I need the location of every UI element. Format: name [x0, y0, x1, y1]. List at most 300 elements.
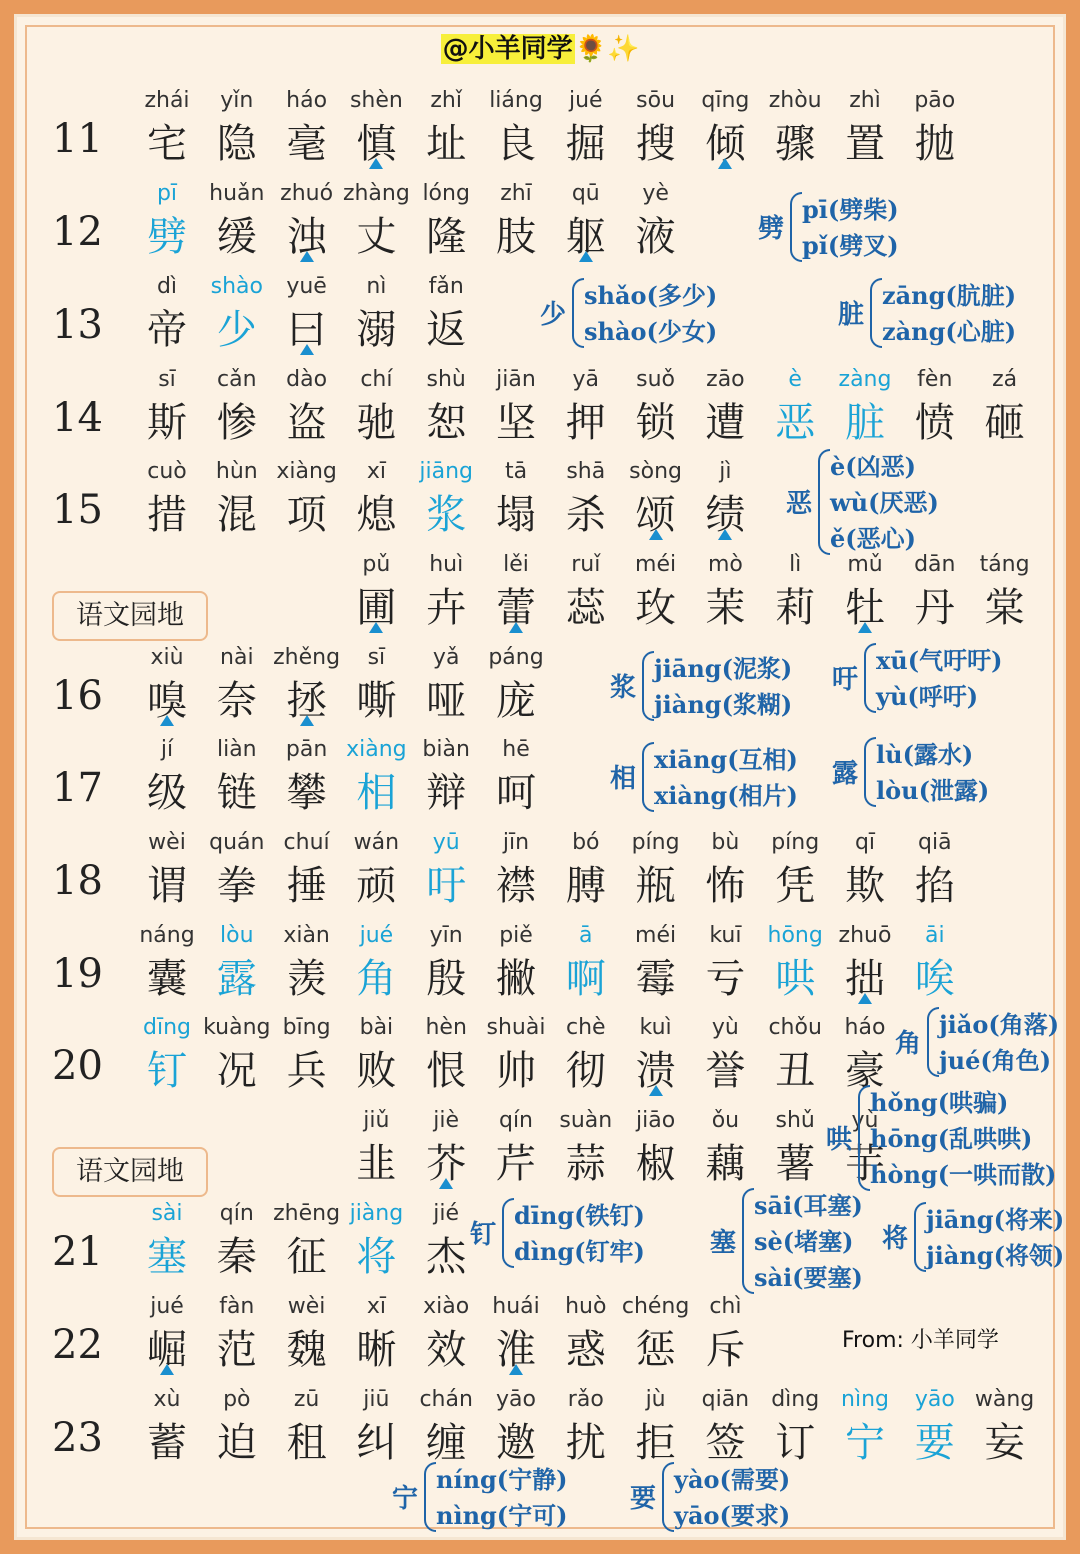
hanzi-character: 范: [216, 1327, 257, 1373]
pinyin-label: sòng: [629, 459, 683, 484]
note-character: 角: [895, 1029, 922, 1059]
pinyin-label: ruǐ: [571, 552, 601, 577]
pinyin-label: méi: [635, 552, 677, 577]
hanzi-character: 恨: [426, 1048, 467, 1094]
hanzi-character: 芹: [496, 1141, 536, 1187]
pinyin-label: āi: [925, 923, 945, 948]
pinyin-label: xiù: [150, 645, 184, 670]
pinyin-label: è: [788, 367, 802, 392]
stroke-mark-icon: [718, 529, 732, 540]
stroke-mark-icon: [160, 715, 174, 726]
pinyin-label: jí: [160, 737, 174, 762]
pinyin-label: wàng: [974, 1387, 1035, 1412]
stroke-mark-icon: [509, 1364, 523, 1375]
note-character: 相: [610, 764, 637, 794]
hanzi-character: 殷: [426, 956, 467, 1002]
pinyin-label: háo: [844, 1015, 886, 1040]
note-character: 劈: [758, 214, 785, 244]
pinyin-label: yè: [642, 181, 669, 206]
pinyin-label: chuí: [283, 830, 330, 855]
note-reading: ě(恶心): [830, 524, 916, 553]
pinyin-label: qīng: [701, 88, 750, 113]
pinyin-label: méi: [635, 923, 677, 948]
pinyin-label: jiàng: [349, 1201, 404, 1226]
pinyin-label: rǎo: [567, 1387, 604, 1412]
note-reading: è(凶恶): [830, 452, 916, 481]
stroke-mark-icon: [300, 715, 314, 726]
hanzi-character: 豪: [845, 1048, 885, 1094]
note-reading: sāi(耳塞): [754, 1191, 863, 1220]
hanzi-character: 溺: [356, 307, 397, 353]
brace-icon: [572, 278, 584, 348]
pinyin-label: zhǐ: [430, 88, 462, 113]
pinyin-label: dì: [156, 274, 178, 299]
pinyin-label: chè: [566, 1015, 606, 1040]
author-handle: @小羊同学: [442, 34, 573, 64]
hanzi-character: 级: [147, 770, 187, 816]
brace-icon: [870, 278, 882, 348]
pinyin-label: mò: [707, 552, 743, 577]
hanzi-character: 租: [286, 1420, 327, 1466]
stroke-mark-icon: [300, 251, 314, 262]
note-character: 宁: [392, 1484, 419, 1514]
note-reading: zāng(肮脏): [882, 281, 1017, 310]
lesson-number: 23: [52, 1415, 103, 1461]
hanzi-character: 蓄: [147, 1420, 187, 1466]
pinyin-label: zhì: [849, 88, 881, 113]
brace-icon: [864, 737, 876, 807]
pinyin-label: yù: [851, 1108, 879, 1133]
hanzi-character: 棠: [984, 585, 1025, 631]
footer-credit: From: 小羊同学: [842, 1328, 999, 1353]
hanzi-character: 角: [356, 956, 397, 1002]
note-reading: pī(劈柴): [802, 195, 899, 224]
pinyin-label: kuī: [709, 923, 742, 948]
pinyin-label: píng: [771, 830, 820, 855]
pinyin-label: nìng: [841, 1387, 889, 1412]
hanzi-character: 恶: [775, 400, 816, 446]
hanzi-character: 辩: [426, 770, 467, 816]
pinyin-label: yāo: [914, 1387, 955, 1412]
pinyin-label: hèn: [425, 1015, 467, 1040]
pinyin-label: zū: [293, 1387, 320, 1412]
hanzi-character: 缠: [426, 1420, 467, 1466]
pinyin-label: bīng: [282, 1015, 331, 1040]
note-character: 要: [630, 1484, 657, 1514]
pinyin-label: ǒu: [711, 1108, 740, 1133]
hanzi-character: 斯: [147, 400, 187, 446]
note-reading: yào(需要): [674, 1465, 791, 1494]
hanzi-character: 邀: [496, 1420, 536, 1466]
lesson-number: 14: [52, 395, 103, 441]
hanzi-character: 呵: [496, 770, 536, 816]
pinyin-label: wán: [353, 830, 400, 855]
pinyin-label: pò: [223, 1387, 251, 1412]
pinyin-label: dān: [914, 552, 956, 577]
hanzi-character: 惨: [216, 400, 257, 446]
hanzi-character: 亏: [705, 956, 746, 1002]
lesson-number: 15: [52, 487, 103, 533]
hanzi-character: 撇: [496, 956, 536, 1002]
pinyin-label: jì: [719, 459, 732, 484]
note-character: 恶: [786, 489, 813, 519]
lesson-number: 12: [52, 209, 103, 255]
hanzi-character: 搜: [635, 121, 676, 167]
brace-icon: [927, 1007, 939, 1077]
hanzi-character: 要: [914, 1420, 955, 1466]
pinyin-label: píng: [631, 830, 680, 855]
stroke-mark-icon: [649, 529, 663, 540]
note-reading: dīng(铁钉): [514, 1201, 645, 1230]
hanzi-character: 液: [635, 214, 676, 260]
hanzi-character: 溃: [635, 1048, 676, 1094]
pinyin-label: yuē: [286, 274, 327, 299]
hanzi-character: 唉: [914, 956, 955, 1002]
pinyin-label: lóng: [422, 181, 470, 206]
pinyin-label: zhái: [144, 88, 190, 113]
pinyin-label: dìng: [771, 1387, 820, 1412]
note-reading: jiāng(泥浆): [654, 654, 793, 683]
pinyin-label: liáng: [489, 88, 543, 113]
pinyin-label: nì: [366, 274, 387, 299]
hanzi-character: 捶: [286, 863, 327, 909]
hanzi-character: 惩: [635, 1327, 676, 1373]
hanzi-character: 嘶: [356, 678, 397, 724]
pinyin-label: zhàng: [342, 181, 410, 206]
hanzi-character: 肢: [496, 214, 536, 260]
lesson-number: 20: [52, 1043, 103, 1089]
pinyin-label: piě: [499, 923, 533, 948]
hanzi-character: 惑: [565, 1327, 606, 1373]
hanzi-character: 浆: [426, 492, 467, 538]
hanzi-character: 抛: [914, 121, 955, 167]
pinyin-label: zhòu: [768, 88, 822, 113]
brace-icon: [424, 1462, 436, 1532]
brace-icon: [662, 1462, 674, 1532]
hanzi-character: 返: [426, 307, 467, 353]
note-reading: lòu(泄露): [876, 776, 990, 805]
brace-icon: [642, 651, 654, 721]
pinyin-label: xù: [153, 1387, 181, 1412]
hanzi-character: 丑: [775, 1048, 816, 1094]
stroke-mark-icon: [649, 1085, 663, 1096]
note-reading: sè(堵塞): [754, 1227, 854, 1256]
section-badge: 语文园地: [52, 591, 208, 641]
hanzi-character: 宁: [845, 1420, 885, 1466]
hanzi-character: 扰: [565, 1420, 606, 1466]
hanzi-character: 盗: [286, 400, 327, 446]
pinyin-label: jù: [645, 1387, 666, 1412]
pinyin-label: bài: [359, 1015, 394, 1040]
hanzi-character: 效: [426, 1327, 467, 1373]
hanzi-character: 哑: [426, 678, 467, 724]
hanzi-character: 杀: [565, 492, 606, 538]
pinyin-label: sī: [367, 645, 386, 670]
pinyin-label: chì: [709, 1294, 742, 1319]
hanzi-character: 塞: [147, 1234, 187, 1280]
note-character: 钉: [470, 1220, 497, 1250]
hanzi-character: 顽: [356, 863, 397, 909]
hanzi-character: 倾: [705, 121, 746, 167]
hanzi-character: 魏: [286, 1327, 327, 1373]
pinyin-label: qín: [219, 1201, 254, 1226]
pinyin-label: zhěng: [273, 645, 341, 670]
hanzi-character: 隐: [216, 121, 257, 167]
stroke-mark-icon: [579, 251, 593, 262]
hanzi-character: 蕊: [565, 585, 606, 631]
hanzi-character: 牡: [845, 585, 885, 631]
pinyin-label: zàng: [838, 367, 892, 392]
pinyin-label: pǔ: [362, 552, 391, 577]
stroke-mark-icon: [858, 993, 872, 1004]
pinyin-label: fǎn: [428, 274, 464, 299]
lesson-number: 21: [52, 1229, 103, 1275]
pinyin-label: jiān: [496, 367, 536, 392]
hanzi-character: 庞: [496, 678, 536, 724]
pinyin-label: chí: [360, 367, 393, 392]
note-reading: xiāng(互相): [654, 745, 798, 774]
hanzi-character: 崛: [147, 1327, 187, 1373]
note-reading: wù(厌恶): [830, 488, 939, 517]
hanzi-character: 霉: [635, 956, 676, 1002]
hanzi-character: 奈: [216, 678, 257, 724]
hanzi-character: 椒: [635, 1141, 676, 1187]
hanzi-character: 妄: [984, 1420, 1025, 1466]
pinyin-label: wèi: [287, 1294, 326, 1319]
hanzi-character: 遭: [705, 400, 746, 446]
pinyin-label: shào: [210, 274, 263, 299]
note-reading: hòng(一哄而散): [870, 1160, 1057, 1189]
hanzi-character: 羡: [286, 956, 327, 1002]
pinyin-label: lěi: [503, 552, 529, 577]
hanzi-character: 将: [356, 1234, 397, 1280]
pinyin-label: qiān: [701, 1387, 750, 1412]
hanzi-character: 置: [845, 121, 885, 167]
pinyin-label: táng: [979, 552, 1030, 577]
lesson-number: 19: [52, 951, 103, 997]
pinyin-label: hùn: [215, 459, 258, 484]
stroke-mark-icon: [300, 344, 314, 355]
hanzi-character: 良: [496, 121, 536, 167]
lesson-number: 17: [52, 765, 103, 811]
hanzi-character: 露: [216, 956, 257, 1002]
hanzi-character: 拒: [635, 1420, 676, 1466]
pinyin-label: nài: [220, 645, 254, 670]
hanzi-character: 坚: [496, 400, 536, 446]
pinyin-label: fàn: [219, 1294, 255, 1319]
pinyin-label: shèn: [349, 88, 403, 113]
hanzi-character: 卉: [426, 585, 467, 631]
hanzi-character: 曰: [286, 307, 327, 353]
hanzi-character: 混: [216, 492, 257, 538]
hanzi-character: 啊: [565, 956, 606, 1002]
hanzi-character: 晰: [356, 1327, 397, 1373]
hanzi-character: 掐: [914, 863, 955, 909]
pinyin-label: zhēng: [273, 1201, 341, 1226]
header-emoji: 🌻✨: [574, 34, 640, 64]
hanzi-character: 斥: [705, 1327, 746, 1373]
pinyin-label: jiāng: [419, 459, 473, 484]
pinyin-label: jīn: [502, 830, 530, 855]
pinyin-label: cuò: [147, 459, 187, 484]
pinyin-label: lì: [789, 552, 802, 577]
hanzi-character: 隆: [426, 214, 467, 260]
pinyin-label: dào: [286, 367, 328, 392]
lesson-number: 22: [52, 1322, 103, 1368]
note-character: 将: [882, 1224, 909, 1254]
pinyin-label: yū: [432, 830, 460, 855]
note-reading: jiàng(浆糊): [654, 690, 793, 719]
pinyin-label: xiàng: [346, 737, 407, 762]
pinyin-label: shù: [426, 367, 466, 392]
pinyin-label: bó: [572, 830, 600, 855]
lesson-number: 11: [52, 116, 103, 162]
pinyin-label: yù: [711, 1015, 739, 1040]
pinyin-label: jiū: [363, 1387, 390, 1412]
hanzi-character: 链: [216, 770, 257, 816]
hanzi-character: 宅: [147, 121, 187, 167]
stroke-mark-icon: [858, 622, 872, 633]
brace-icon: [818, 449, 830, 555]
hanzi-character: 躯: [565, 214, 606, 260]
hanzi-character: 谓: [147, 863, 187, 909]
page-header: [0, 28, 1080, 65]
note-character: 脏: [838, 300, 865, 330]
pinyin-label: shuài: [486, 1015, 546, 1040]
brace-icon: [642, 742, 654, 812]
hanzi-character: 塌: [496, 492, 536, 538]
hanzi-character: 砸: [984, 400, 1025, 446]
pinyin-label: páng: [488, 645, 544, 670]
hanzi-character: 攀: [286, 770, 327, 816]
pinyin-label: huì: [429, 552, 464, 577]
hanzi-character: 愤: [914, 400, 955, 446]
hanzi-character: 拯: [286, 678, 327, 724]
pinyin-label: zāo: [706, 367, 745, 392]
brace-icon: [742, 1188, 754, 1294]
stroke-mark-icon: [718, 158, 732, 169]
pinyin-label: fèn: [917, 367, 953, 392]
pinyin-label: xiào: [423, 1294, 470, 1319]
hanzi-character: 掘: [565, 121, 606, 167]
hanzi-character: 兵: [286, 1048, 327, 1094]
hanzi-character: 址: [426, 121, 467, 167]
pinyin-label: náng: [139, 923, 195, 948]
pinyin-label: zá: [992, 367, 1018, 392]
pinyin-label: cǎn: [217, 367, 257, 392]
note-reading: yù(呼吁): [876, 682, 979, 711]
note-reading: nìng(宁可): [436, 1501, 568, 1530]
pinyin-label: yǐn: [220, 88, 254, 113]
pinyin-label: hē: [502, 737, 530, 762]
hanzi-character: 慎: [356, 121, 397, 167]
stroke-mark-icon: [369, 158, 383, 169]
pinyin-label: sī: [158, 367, 176, 392]
pinyin-label: qiā: [918, 830, 952, 855]
hanzi-character: 帝: [147, 307, 187, 353]
note-reading: shǎo(多少): [584, 281, 718, 310]
note-reading: jiāng(将来): [926, 1205, 1065, 1234]
hanzi-character: 圃: [356, 585, 397, 631]
note-character: 吁: [832, 665, 859, 695]
pinyin-label: xiàng: [276, 459, 337, 484]
lesson-number: 18: [52, 858, 103, 904]
pinyin-label: jué: [569, 88, 603, 113]
hanzi-character: 征: [286, 1234, 327, 1280]
pinyin-label: pān: [285, 737, 328, 762]
pinyin-label: biàn: [422, 737, 470, 762]
note-reading: pǐ(劈叉): [802, 231, 899, 260]
hanzi-character: 败: [356, 1048, 397, 1094]
hanzi-character: 纠: [356, 1420, 397, 1466]
note-reading: xiàng(相片): [654, 781, 798, 810]
hanzi-character: 秦: [216, 1234, 257, 1280]
pinyin-label: dīng: [143, 1015, 191, 1040]
stroke-mark-icon: [509, 622, 523, 633]
stroke-mark-icon: [369, 622, 383, 633]
brace-icon: [864, 643, 876, 713]
hanzi-character: 襟: [496, 863, 536, 909]
hanzi-character: 膊: [565, 863, 606, 909]
hanzi-character: 措: [147, 492, 187, 538]
hanzi-character: 嗅: [147, 678, 187, 724]
hanzi-character: 熄: [356, 492, 397, 538]
note-reading: hǒng(哄骗): [870, 1088, 1009, 1117]
stroke-mark-icon: [439, 1178, 453, 1189]
pinyin-label: mǔ: [847, 552, 883, 577]
pinyin-label: yīn: [429, 923, 463, 948]
hanzi-character: 颂: [635, 492, 676, 538]
pinyin-label: sài: [151, 1201, 183, 1226]
hanzi-character: 茉: [705, 585, 746, 631]
hanzi-character: 毫: [286, 121, 327, 167]
hanzi-character: 玫: [635, 585, 676, 631]
hanzi-character: 蒜: [565, 1141, 606, 1187]
hanzi-character: 锁: [635, 400, 676, 446]
note-reading: shào(少女): [584, 317, 718, 346]
pinyin-label: suǒ: [636, 367, 676, 392]
note-reading: jiǎo(角落): [939, 1010, 1060, 1039]
lesson-number: 16: [52, 673, 103, 719]
pinyin-label: kuì: [639, 1015, 672, 1040]
hanzi-character: 绩: [705, 492, 746, 538]
pinyin-label: quán: [209, 830, 265, 855]
hanzi-character: 芋: [845, 1141, 885, 1187]
pinyin-label: shā: [566, 459, 606, 484]
pinyin-label: liàn: [216, 737, 257, 762]
note-reading: jiàng(将领): [926, 1241, 1065, 1270]
hanzi-character: 丹: [914, 585, 955, 631]
hanzi-character: 骤: [775, 121, 816, 167]
pinyin-label: qī: [854, 830, 876, 855]
pinyin-label: xiàn: [283, 923, 330, 948]
hanzi-character: 钉: [147, 1048, 187, 1094]
hanzi-character: 欺: [845, 863, 885, 909]
hanzi-character: 拳: [216, 863, 257, 909]
hanzi-character: 蕾: [496, 585, 536, 631]
hanzi-character: 芥: [426, 1141, 467, 1187]
hanzi-character: 瓶: [635, 863, 676, 909]
hanzi-character: 哄: [775, 956, 816, 1002]
hanzi-character: 藕: [705, 1141, 746, 1187]
hanzi-character: 凭: [775, 863, 816, 909]
note-reading: yāo(要求): [674, 1501, 791, 1530]
pinyin-label: huǎn: [209, 181, 265, 206]
hanzi-character: 帅: [496, 1048, 536, 1094]
pinyin-label: jiǔ: [363, 1108, 390, 1133]
pinyin-label: shǔ: [775, 1108, 815, 1133]
stroke-mark-icon: [160, 1364, 174, 1375]
